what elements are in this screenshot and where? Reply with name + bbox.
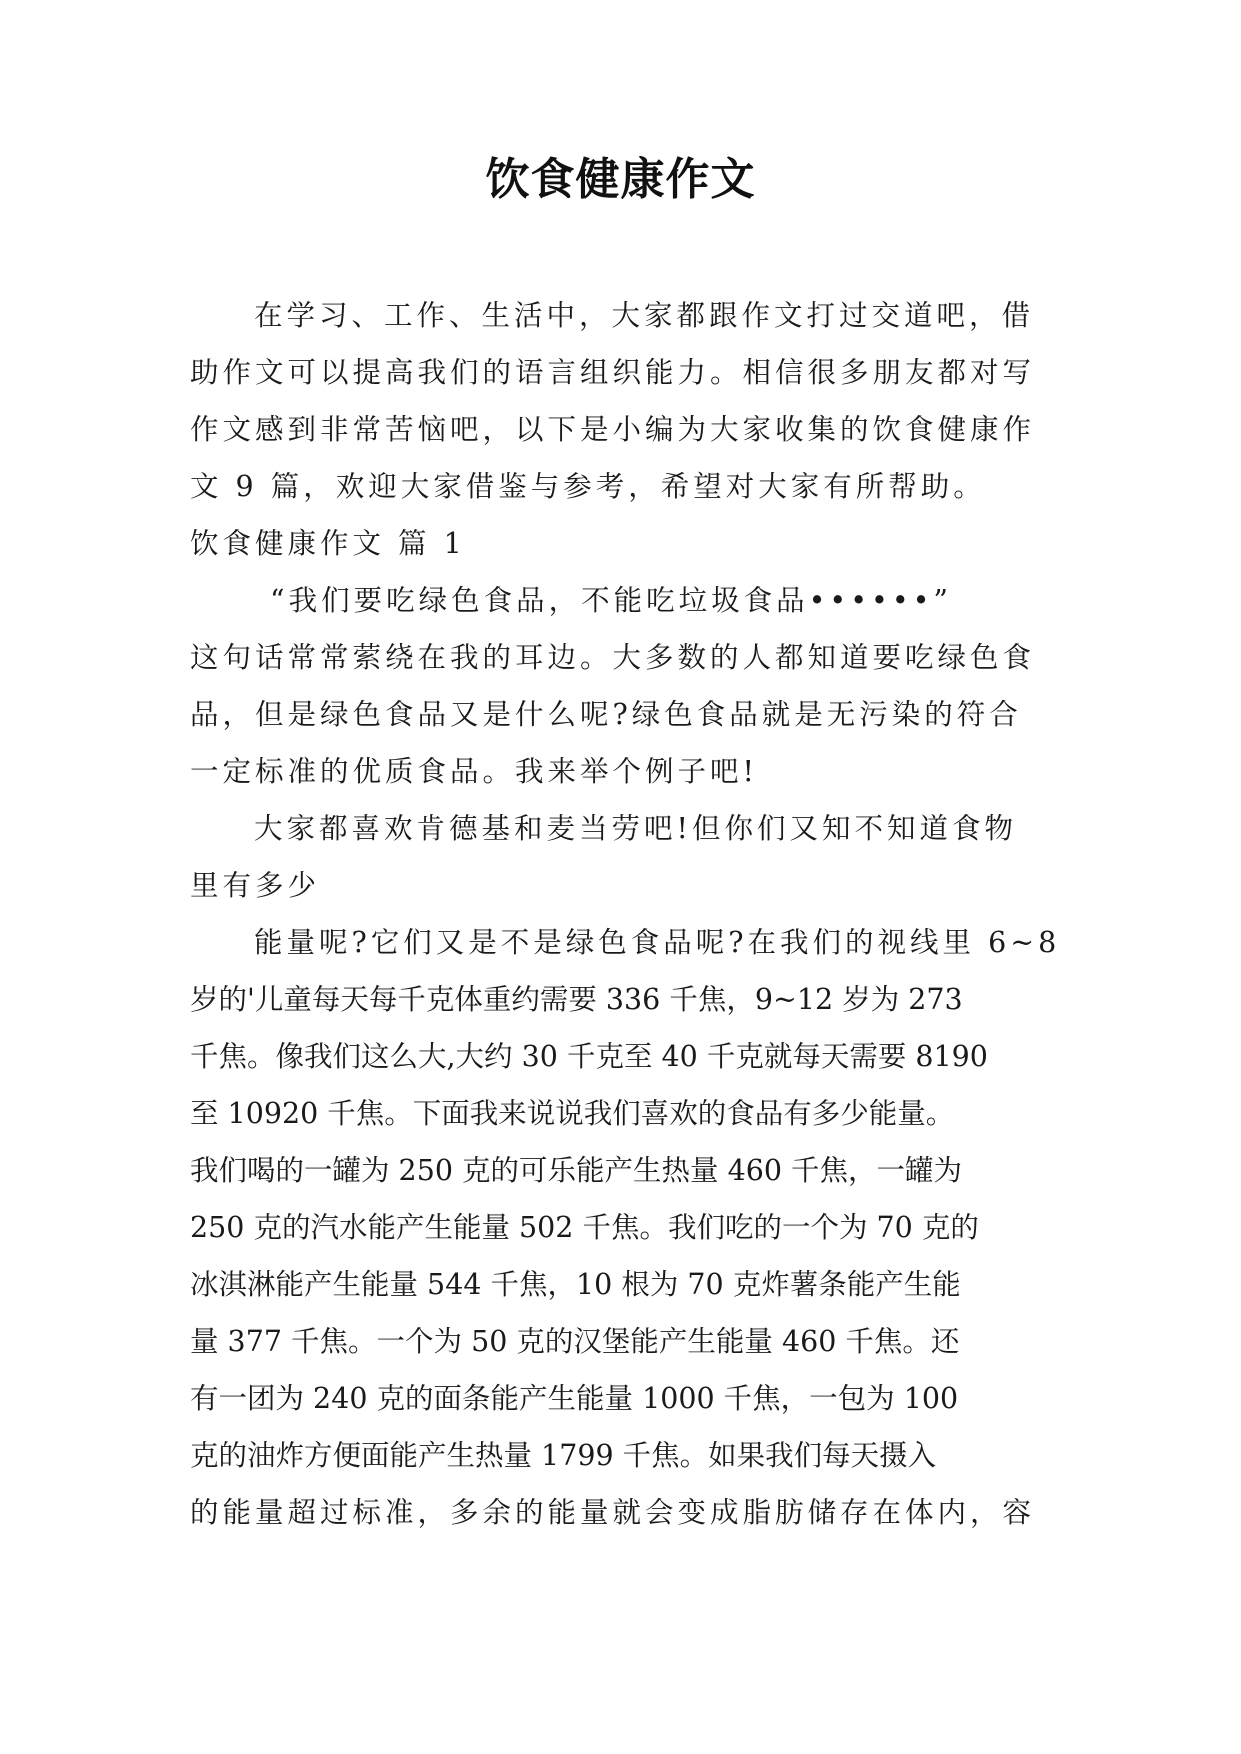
paragraph-line: 我们喝的一罐为 250 克的可乐能产生热量 460 千焦，一罐为 — [190, 1154, 963, 1187]
paragraph-line: 在学习、工作、生活中，大家都跟作文打过交道吧，借 — [254, 299, 1035, 332]
paragraph-line: 品，但是绿色食品又是什么呢?绿色食品就是无污染的符合 — [190, 698, 1022, 731]
paragraph-line: 的能量超过标准，多余的能量就会变成脂肪储存在体内，容 — [190, 1496, 1036, 1529]
paragraph-line: “我们要吃绿色食品，不能吃垃圾食品••••••” — [270, 584, 953, 617]
paragraph-line: 一定标准的优质食品。我来举个例子吧! — [190, 755, 758, 788]
paragraph-line: 大家都喜欢肯德基和麦当劳吧!但你们又知不知道食物 — [254, 812, 1017, 845]
paragraph-line: 千焦。像我们这么大,大约 30 千克至 40 千克就每天需要 8190 — [190, 1040, 988, 1073]
section-heading: 饮食健康作文 篇 1 — [190, 527, 466, 560]
paragraph-line: 里有多少 — [190, 869, 321, 902]
paragraph-line: 岁的'儿童每天每千克体重约需要 336 千焦，9~12 岁为 273 — [190, 983, 963, 1016]
paragraph-line: 量 377 千焦。一个为 50 克的汉堡能产生能量 460 千焦。还 — [190, 1325, 960, 1358]
paragraph-line: 250 克的汽水能产生能量 502 千焦。我们吃的一个为 70 克的 — [190, 1211, 979, 1244]
paragraph-line: 冰淇淋能产生能量 544 千焦，10 根为 70 克炸薯条能产生能 — [190, 1268, 961, 1301]
paragraph-line: 有一团为 240 克的面条能产生能量 1000 千焦，一包为 100 — [190, 1382, 959, 1415]
paragraph-line: 作文感到非常苦恼吧，以下是小编为大家收集的饮食健康作 — [190, 413, 1036, 446]
paragraph-line: 克的油炸方便面能产生热量 1799 千焦。如果我们每天摄入 — [190, 1439, 937, 1472]
paragraph-line: 文 9 篇，欢迎大家借鉴与参考，希望对大家有所帮助。 — [190, 470, 986, 503]
page-title: 饮食健康作文 — [485, 154, 756, 205]
paragraph-line: 能量呢?它们又是不是绿色食品呢?在我们的视线里 6~8 — [254, 926, 1061, 959]
paragraph-line: 这句话常常萦绕在我的耳边。大多数的人都知道要吃绿色食 — [190, 641, 1036, 674]
paragraph-line: 助作文可以提高我们的语言组织能力。相信很多朋友都对写 — [190, 356, 1036, 389]
paragraph-line: 至 10920 千焦。下面我来说说我们喜欢的食品有多少能量。 — [190, 1097, 955, 1130]
